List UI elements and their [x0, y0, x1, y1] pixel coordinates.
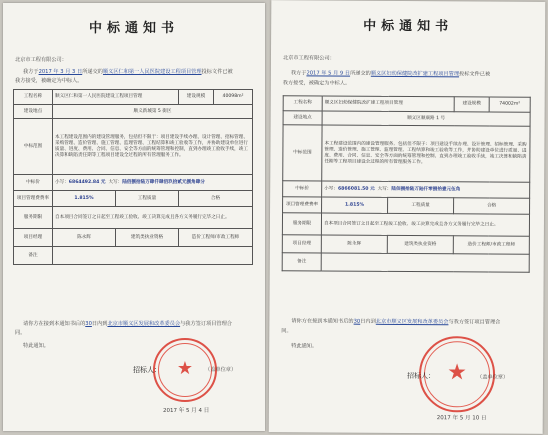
value-rate: 1.815% — [322, 197, 388, 213]
contract-note-line-2: 同。 — [281, 328, 292, 335]
label-quality: 工程质量 — [116, 191, 179, 207]
value-price: 小写：6864492.84 元 大写：陆佰捌拾陆万肆仟肆佰玖拾贰元捌角肆分 — [53, 175, 253, 191]
label-manager: 项目经理 — [282, 235, 321, 253]
label-price: 中标价 — [14, 175, 53, 191]
value-manager: 陈永辉 — [53, 229, 116, 247]
label-remark: 备注 — [282, 253, 321, 271]
label-period: 服务期限 — [282, 213, 321, 235]
intro-line-2: 我方接受，被确定为中标人。 — [282, 80, 351, 87]
bid-info-table — [282, 95, 531, 273]
label-scope: 中标范围 — [14, 119, 53, 175]
label-quality: 工程质量 — [388, 197, 454, 213]
label-price: 中标价 — [283, 181, 322, 197]
value-scale: 74002m² — [489, 97, 530, 112]
contract-note-line-1: 请你方在接到本通知书后的30日内到北京市顺义区发展和改革委员会与我方签订项目管理合 — [291, 318, 501, 326]
value-project-name: 顺义区仁和第一人民医院建设工程项目管理 — [53, 90, 179, 105]
label-rate: 项目管理费费率 — [283, 197, 322, 213]
label-engineer: 建筑类执业资格 — [387, 235, 453, 253]
addressee: 北京市工程有限公司： — [15, 57, 67, 63]
notice-title: 中标通知书 — [363, 18, 454, 35]
label-scale: 建设规模 — [454, 97, 489, 112]
value-site: 顺义新城第 5 街区 — [53, 105, 253, 119]
intro-line-1: 我方于2017 年 5 月 9 日所递交的顺义区妇幼保健院改扩建工程项目管理投标文件已被 — [290, 70, 491, 78]
special-notice: 特此通知。 — [291, 343, 318, 350]
value-period: 自本项目合同签订之日起至工程竣工验收、竣工决算完成且各方义务履行完毕之日止。 — [321, 213, 529, 236]
value-quality: 合格 — [179, 191, 253, 207]
intro-line-2: 我方接受，被确定为中标人。 — [15, 78, 83, 84]
left-notice-sheet — [3, 3, 265, 431]
label-period: 服务期限 — [14, 207, 53, 229]
seal-note: （盖单位章） — [205, 367, 237, 373]
addressee: 北京市工程有限公司： — [282, 55, 335, 62]
notice-title: 中标通知书 — [88, 21, 179, 36]
value-rate: 1.815% — [53, 191, 116, 207]
seal-star-icon: ★ — [447, 360, 467, 386]
label-engineer: 建筑类执业资格 — [116, 229, 179, 247]
value-quality: 合格 — [454, 198, 530, 214]
intro-line-1: 我方于2017 年 3 月 3 日所递交的顺义区仁和第一人民医院建设工程项目管理投标文件已被 — [23, 69, 233, 75]
value-scope: 本工程建设范围内的建设管理服务，包括但不限于：项目建设手续办理、设计管理、招标管理、采购管理、造价管理、施工管理、监理管理、工程结算和竣工验收等工作，并协助建设单位进行质量、进度、费用、合同、信息、安全等方面的统筹管理和控制，直到办理竣工验收手续，竣工决算和缺陷责任期等工程项目建设全过程的所有管理服务工作。 — [322, 125, 530, 182]
seal-note: （盖单位章） — [477, 374, 509, 381]
bid-info-table — [13, 89, 253, 265]
label-site: 建设地点 — [283, 111, 322, 125]
issue-date: 2017 年 5 月 10 日 — [436, 415, 487, 422]
value-site: 顺义区顺康路 1 号 — [322, 111, 530, 126]
right-notice-sheet — [269, 0, 546, 434]
value-remark — [53, 247, 253, 265]
contract-note-line-1: 请你方在接到本通知书后的30日内到北京市顺义区发展和改革委员会与我方签订项目管理合 — [23, 321, 232, 327]
label-site: 建设地点 — [14, 105, 53, 119]
label-remark: 备注 — [14, 247, 53, 265]
value-scale: 40098m² — [214, 90, 253, 105]
label-scope: 中标范围 — [283, 125, 322, 181]
tenderer-label: 招标人： — [407, 372, 436, 381]
value-cost-engineer: 造价工程师/市政工程师 — [453, 236, 529, 254]
value-remark — [321, 253, 529, 272]
value-scope: 本工程建设范围内的建设管理服务，包括但不限于：项目建设手续办理、设计管理、招标管理、采购管理、造价管理、施工管理、监理管理、工程结算和竣工验收等工作，并协助建设单位进行质量、进度、费用、合同、信息、安全等方面的统筹管理和控制，直到办理竣工验收手续，竣工决算和缺陷责任期等工程项目建设全过程的所有管理服务工作。 — [53, 119, 253, 175]
value-period: 自本项目合同签订之日起至工程竣工验收、竣工决算完成且各方义务履行完毕之日止。 — [53, 207, 253, 229]
value-manager: 陈永辉 — [321, 235, 387, 253]
label-project-name: 工程名称 — [283, 96, 322, 111]
label-project-name: 工程名称 — [14, 90, 53, 105]
issue-date: 2017 年 5 月 4 日 — [163, 408, 210, 414]
value-cost-engineer: 造价工程师/市政工程师 — [179, 229, 253, 247]
contract-note-line-2: 同。 — [15, 330, 26, 336]
value-price: 小写：6866081.50 元 大写：陆佰捌拾陆万陆仟零捌拾壹元伍角 — [322, 181, 530, 198]
tenderer-label: 招标人： — [133, 366, 161, 374]
seal-star-icon: ★ — [176, 358, 194, 379]
special-notice: 特此通知。 — [23, 343, 49, 349]
label-manager: 项目经理 — [14, 229, 53, 247]
label-scale: 建设规模 — [179, 90, 214, 105]
label-rate: 项目管理费费率 — [14, 191, 53, 207]
value-project-name: 顺义区妇幼保健院改扩建工程项目管理 — [322, 96, 454, 112]
